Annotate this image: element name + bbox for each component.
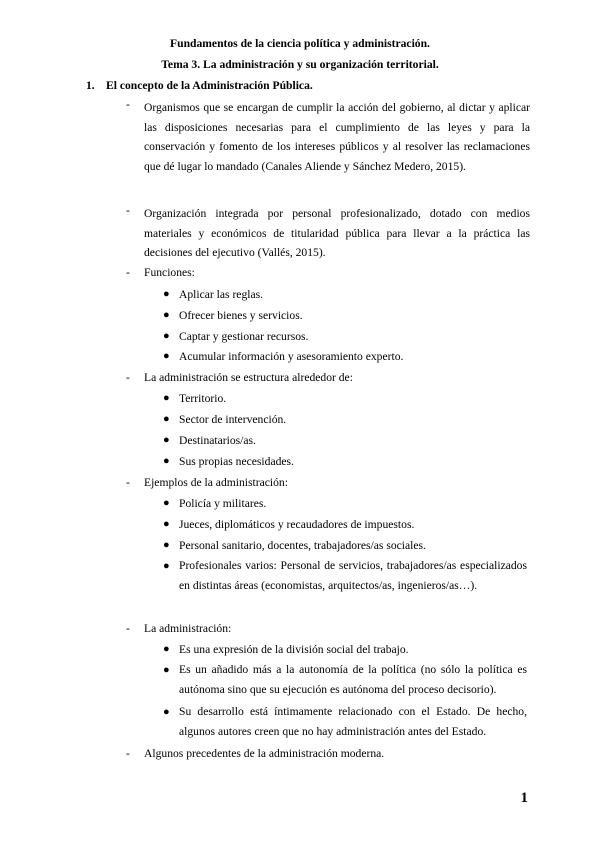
dash-marker: - [126,476,130,489]
bullet-marker: ● [163,455,170,467]
bullet-marker: ● [163,288,170,300]
bullet-marker: ● [163,497,170,509]
topic-title: Tema 3. La administración y su organización territorial. [161,58,439,71]
list-item [126,622,530,636]
dash-marker: - [126,622,130,635]
bullet-text: Territorio. [179,392,227,405]
bullet-marker: ● [163,434,170,446]
list-item [126,98,530,176]
dash-marker: - [126,204,130,217]
bullet-marker: ● [163,706,170,718]
bullet-item [163,455,527,469]
bullet-marker: ● [163,518,170,530]
bullet-text: Sector de intervención. [179,413,287,426]
dash-marker: - [126,98,130,111]
bullet-item [163,556,527,597]
list-item-text: Funciones: [144,266,195,279]
bullet-item [163,539,527,553]
bullet-item [163,702,527,743]
bullet-text: Destinatarios/as. [179,434,256,447]
dash-marker: - [126,747,130,760]
bullet-text: Jueces, diplomáticos y recaudadores de impuestos. [179,518,415,531]
bullet-item [163,497,527,511]
bullet-item [163,518,527,532]
list-item-text: Organismos que se encargan de cumplir la acción del gobierno, al dictar y aplicar las disposiciones necesarias para el cumplimiento de las leyes y para la conservación y fomento de los intereses públicos y al resolver las reclamaciones que dé lugar lo mandado (Canales Aliende y Sánchez Medero, 2015). [144,101,530,173]
bullet-item [163,309,527,323]
course-title: Fundamentos de la ciencia política y administración. [170,37,430,50]
bullet-text: Su desarrollo está íntimamente relacionado con el Estado. De hecho, algunos autores creen que no hay administración antes del Estado. [179,705,527,739]
list-item [126,204,530,263]
bullet-item [163,434,527,448]
bullet-text: Sus propias necesidades. [179,455,294,468]
list-item-text: La administración se estructura alrededor de: [144,371,353,384]
dash-marker: - [126,371,130,384]
bullet-text: Es una expresión de la división social del trabajo. [179,643,409,656]
bullet-marker: ● [163,413,170,425]
section-number: 1. [86,79,95,92]
page-number: 1 [520,790,528,806]
bullet-text: Policía y militares. [179,497,267,510]
bullet-text: Aplicar las reglas. [179,288,264,301]
bullet-marker: ● [163,350,170,362]
bullet-item [163,330,527,344]
bullet-marker: ● [163,392,170,404]
dash-marker: - [126,266,130,279]
bullet-item [163,660,527,701]
bullet-marker: ● [163,309,170,321]
bullet-text: Profesionales varios: Personal de servicios, trabajadores/as especializados en distintas áreas (economistas, arquitectos/as, ingenieros/as…). [179,559,527,593]
list-item [126,371,530,385]
section-heading [86,79,313,93]
bullet-item [163,392,527,406]
bullet-marker: ● [163,330,170,342]
list-item [126,747,530,761]
bullet-item [163,350,527,364]
list-item-text: La administración: [144,622,232,635]
list-item-text: Algunos precedentes de la administración moderna. [144,747,385,760]
bullet-marker: ● [163,560,170,572]
list-item [126,476,530,490]
section-title: El concepto de la Administración Pública. [106,79,313,92]
list-item [126,266,530,280]
bullet-text: Acumular información y asesoramiento experto. [179,350,404,363]
bullet-item [163,643,527,657]
bullet-marker: ● [163,643,170,655]
list-item-text: Organización integrada por personal profesionalizado, dotado con medios materiales y económicos de titularidad pública para llevar a la práctica las decisiones del ejecutivo (Vallés, 2015). [144,207,530,260]
bullet-item [163,413,527,427]
bullet-text: Captar y gestionar recursos. [179,330,309,343]
bullet-text: Es un añadido más a la autonomía de la política (no sólo la política es autónoma sino que su ejecución es autónoma del proceso decisorio). [179,663,527,697]
bullet-item [163,288,527,302]
list-item-text: Ejemplos de la administración: [144,476,288,489]
bullet-marker: ● [163,539,170,551]
bullet-text: Personal sanitario, docentes, trabajadores/as sociales. [179,539,426,552]
bullet-marker: ● [163,664,170,676]
bullet-text: Ofrecer bienes y servicios. [179,309,303,322]
